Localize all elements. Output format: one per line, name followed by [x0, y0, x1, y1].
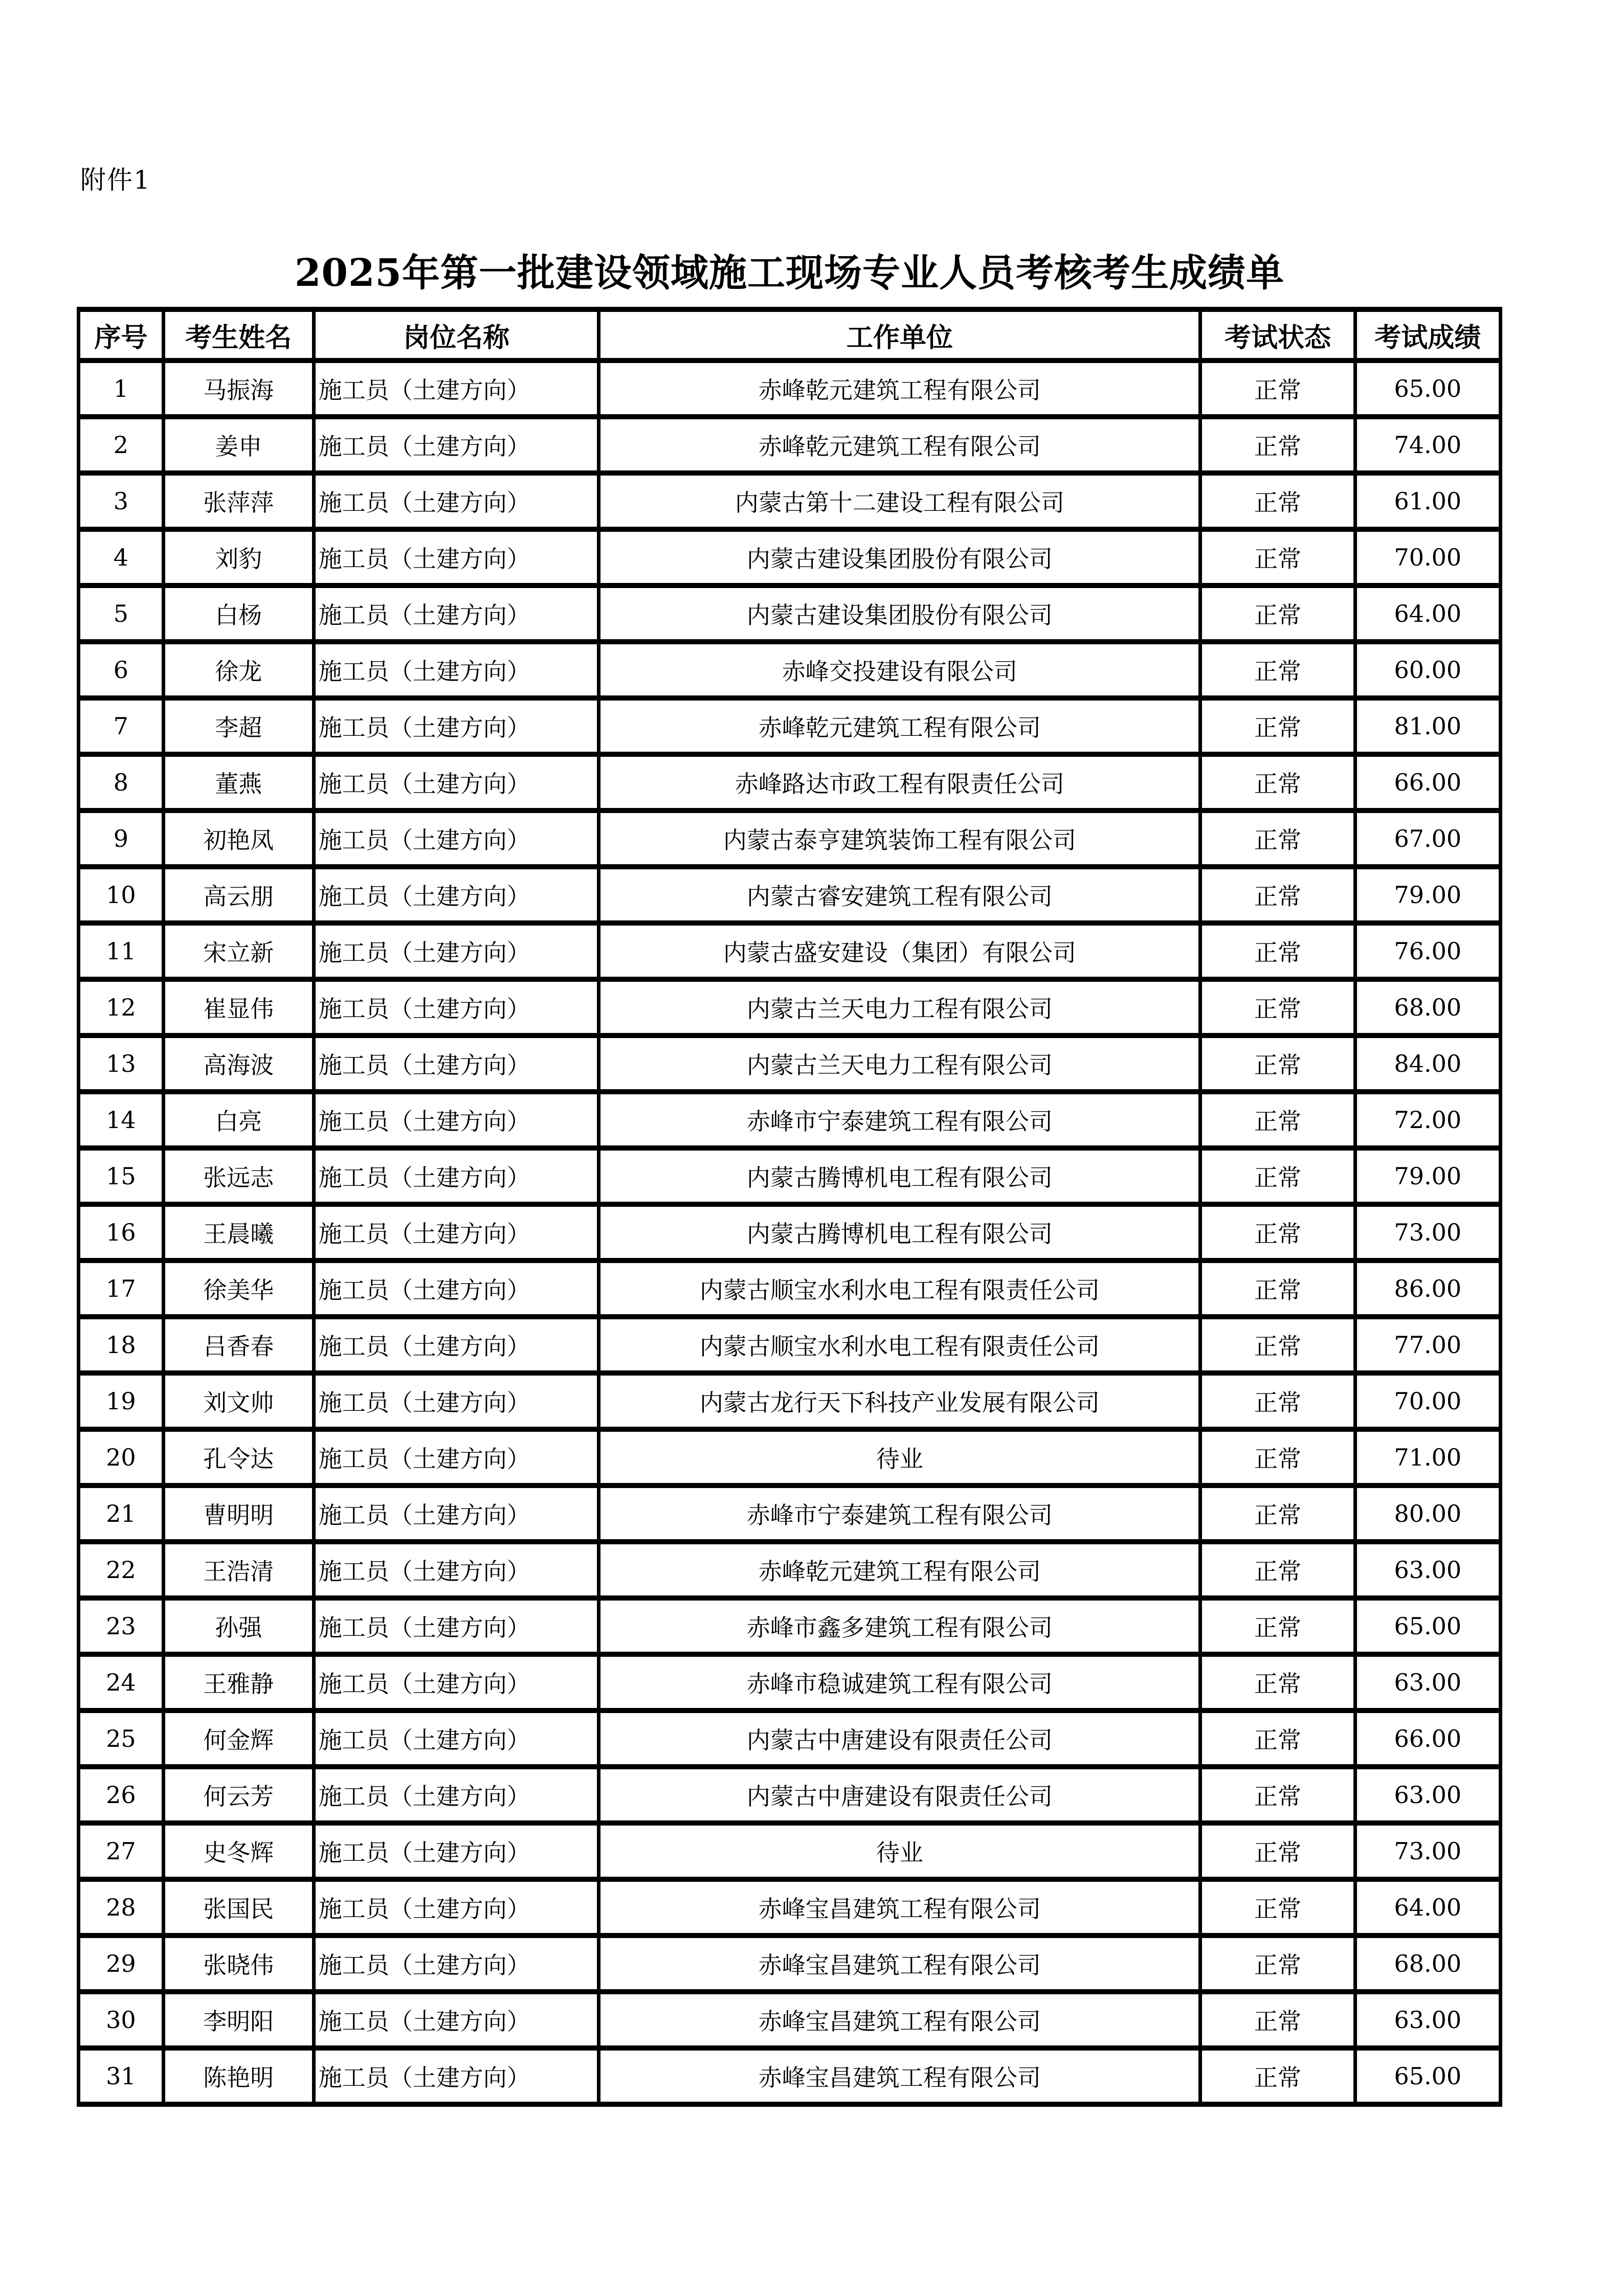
employer-cell: 内蒙古第十二建设工程有限公司: [599, 473, 1200, 529]
candidate-name-cell: 李超: [163, 698, 314, 754]
employer-cell: 赤峰乾元建筑工程有限公司: [599, 1542, 1200, 1598]
table-row: [79, 754, 1501, 811]
candidate-name-cell: 史冬辉: [163, 1823, 314, 1879]
table-row: [79, 361, 1501, 417]
score-cell: 73.00: [1355, 1823, 1500, 1879]
table-row: [79, 1992, 1501, 2048]
position-cell: 施工员（土建方向）: [314, 642, 599, 698]
status-cell: 正常: [1200, 1260, 1355, 1317]
status-cell: 正常: [1200, 1092, 1355, 1148]
score-cell: 66.00: [1355, 1710, 1500, 1767]
attachment-label: 附件1: [80, 165, 151, 195]
row-index-cell: 11: [79, 923, 164, 979]
status-cell: 正常: [1200, 417, 1355, 473]
position-cell: 施工员（土建方向）: [314, 1542, 599, 1598]
position-cell: 施工员（土建方向）: [314, 1485, 599, 1542]
candidate-name-cell: 马振海: [163, 361, 314, 417]
col-header-employer: 工作单位: [599, 309, 1200, 361]
table-row: [79, 1767, 1501, 1823]
status-cell: 正常: [1200, 754, 1355, 811]
score-cell: 64.00: [1355, 1879, 1500, 1935]
status-cell: 正常: [1200, 1542, 1355, 1598]
table-row: [79, 1204, 1501, 1260]
status-cell: 正常: [1200, 698, 1355, 754]
table-row: [79, 923, 1501, 979]
status-cell: 正常: [1200, 1992, 1355, 2048]
position-cell: 施工员（土建方向）: [314, 1654, 599, 1710]
table-row: [79, 811, 1501, 867]
table-row: [79, 979, 1501, 1036]
status-cell: 正常: [1200, 811, 1355, 867]
status-cell: 正常: [1200, 1036, 1355, 1092]
position-cell: 施工员（土建方向）: [314, 1036, 599, 1092]
row-index-cell: 16: [79, 1204, 164, 1260]
position-cell: 施工员（土建方向）: [314, 1598, 599, 1654]
table-row: [79, 867, 1501, 923]
score-cell: 63.00: [1355, 1992, 1500, 2048]
employer-cell: 赤峰宝昌建筑工程有限公司: [599, 2048, 1200, 2104]
employer-cell: 内蒙古腾博机电工程有限公司: [599, 1204, 1200, 1260]
candidate-name-cell: 李明阳: [163, 1992, 314, 2048]
score-cell: 73.00: [1355, 1204, 1500, 1260]
status-cell: 正常: [1200, 1317, 1355, 1373]
col-header-status: 考试状态: [1200, 309, 1355, 361]
row-index-cell: 27: [79, 1823, 164, 1879]
table-row: [79, 1429, 1501, 1485]
candidate-name-cell: 崔显伟: [163, 979, 314, 1036]
status-cell: 正常: [1200, 1485, 1355, 1542]
score-cell: 67.00: [1355, 811, 1500, 867]
row-index-cell: 17: [79, 1260, 164, 1317]
score-cell: 64.00: [1355, 586, 1500, 642]
score-cell: 86.00: [1355, 1260, 1500, 1317]
status-cell: 正常: [1200, 1148, 1355, 1204]
score-cell: 81.00: [1355, 698, 1500, 754]
candidate-name-cell: 刘文帅: [163, 1373, 314, 1429]
row-index-cell: 14: [79, 1092, 164, 1148]
table-row: [79, 1260, 1501, 1317]
table-row: [79, 2048, 1501, 2104]
status-cell: 正常: [1200, 1710, 1355, 1767]
score-cell: 76.00: [1355, 923, 1500, 979]
row-index-cell: 8: [79, 754, 164, 811]
employer-cell: 待业: [599, 1823, 1200, 1879]
employer-cell: 赤峰市鑫多建筑工程有限公司: [599, 1598, 1200, 1654]
table-row: [79, 1373, 1501, 1429]
table-row: [79, 1879, 1501, 1935]
table-row: [79, 1542, 1501, 1598]
row-index-cell: 6: [79, 642, 164, 698]
row-index-cell: 5: [79, 586, 164, 642]
results-table: [77, 307, 1502, 2107]
row-index-cell: 18: [79, 1317, 164, 1373]
candidate-name-cell: 孙强: [163, 1598, 314, 1654]
employer-cell: 内蒙古睿安建筑工程有限公司: [599, 867, 1200, 923]
candidate-name-cell: 陈艳明: [163, 2048, 314, 2104]
position-cell: 施工员（土建方向）: [314, 417, 599, 473]
candidate-name-cell: 何云芳: [163, 1767, 314, 1823]
table-row: [79, 1710, 1501, 1767]
score-cell: 68.00: [1355, 979, 1500, 1036]
row-index-cell: 20: [79, 1429, 164, 1485]
status-cell: 正常: [1200, 2048, 1355, 2104]
status-cell: 正常: [1200, 586, 1355, 642]
score-cell: 84.00: [1355, 1036, 1500, 1092]
status-cell: 正常: [1200, 1429, 1355, 1485]
position-cell: 施工员（土建方向）: [314, 1092, 599, 1148]
row-index-cell: 19: [79, 1373, 164, 1429]
score-cell: 65.00: [1355, 1598, 1500, 1654]
position-cell: 施工员（土建方向）: [314, 754, 599, 811]
row-index-cell: 2: [79, 417, 164, 473]
row-index-cell: 13: [79, 1036, 164, 1092]
row-index-cell: 1: [79, 361, 164, 417]
position-cell: 施工员（土建方向）: [314, 1260, 599, 1317]
employer-cell: 内蒙古盛安建设（集团）有限公司: [599, 923, 1200, 979]
employer-cell: 赤峰宝昌建筑工程有限公司: [599, 1879, 1200, 1935]
status-cell: 正常: [1200, 1879, 1355, 1935]
col-header-position: 岗位名称: [314, 309, 599, 361]
row-index-cell: 23: [79, 1598, 164, 1654]
employer-cell: 赤峰宝昌建筑工程有限公司: [599, 1992, 1200, 2048]
candidate-name-cell: 宋立新: [163, 923, 314, 979]
score-cell: 60.00: [1355, 642, 1500, 698]
candidate-name-cell: 初艳凤: [163, 811, 314, 867]
candidate-name-cell: 王晨曦: [163, 1204, 314, 1260]
status-cell: 正常: [1200, 1373, 1355, 1429]
score-cell: 70.00: [1355, 529, 1500, 586]
score-cell: 79.00: [1355, 1148, 1500, 1204]
employer-cell: 内蒙古顺宝水利水电工程有限责任公司: [599, 1260, 1200, 1317]
employer-cell: 待业: [599, 1429, 1200, 1485]
table-row: [79, 529, 1501, 586]
score-cell: 79.00: [1355, 867, 1500, 923]
page-title: 2025年第一批建设领域施工现场专业人员考核考生成绩单: [295, 251, 1284, 295]
col-header-name: 考生姓名: [163, 309, 314, 361]
candidate-name-cell: 王雅静: [163, 1654, 314, 1710]
position-cell: 施工员（土建方向）: [314, 1823, 599, 1879]
employer-cell: 内蒙古兰天电力工程有限公司: [599, 979, 1200, 1036]
position-cell: 施工员（土建方向）: [314, 2048, 599, 2104]
score-cell: 70.00: [1355, 1373, 1500, 1429]
score-cell: 71.00: [1355, 1429, 1500, 1485]
score-cell: 72.00: [1355, 1092, 1500, 1148]
candidate-name-cell: 白杨: [163, 586, 314, 642]
row-index-cell: 25: [79, 1710, 164, 1767]
position-cell: 施工员（土建方向）: [314, 811, 599, 867]
status-cell: 正常: [1200, 1823, 1355, 1879]
status-cell: 正常: [1200, 1654, 1355, 1710]
score-cell: 65.00: [1355, 361, 1500, 417]
employer-cell: 内蒙古建设集团股份有限公司: [599, 529, 1200, 586]
employer-cell: 内蒙古泰亨建筑装饰工程有限公司: [599, 811, 1200, 867]
table-row: [79, 473, 1501, 529]
table-row: [79, 1148, 1501, 1204]
candidate-name-cell: 白亮: [163, 1092, 314, 1148]
score-cell: 65.00: [1355, 2048, 1500, 2104]
score-cell: 63.00: [1355, 1654, 1500, 1710]
row-index-cell: 10: [79, 867, 164, 923]
row-index-cell: 21: [79, 1485, 164, 1542]
employer-cell: 内蒙古中唐建设有限责任公司: [599, 1767, 1200, 1823]
row-index-cell: 31: [79, 2048, 164, 2104]
col-header-index: 序号: [79, 309, 164, 361]
table-row: [79, 1036, 1501, 1092]
employer-cell: 赤峰市宁泰建筑工程有限公司: [599, 1092, 1200, 1148]
position-cell: 施工员（土建方向）: [314, 586, 599, 642]
position-cell: 施工员（土建方向）: [314, 979, 599, 1036]
row-index-cell: 15: [79, 1148, 164, 1204]
employer-cell: 内蒙古兰天电力工程有限公司: [599, 1036, 1200, 1092]
table-row: [79, 1485, 1501, 1542]
row-index-cell: 29: [79, 1935, 164, 1992]
candidate-name-cell: 吕香春: [163, 1317, 314, 1373]
employer-cell: 赤峰市稳诚建筑工程有限公司: [599, 1654, 1200, 1710]
employer-cell: 内蒙古龙行天下科技产业发展有限公司: [599, 1373, 1200, 1429]
position-cell: 施工员（土建方向）: [314, 1148, 599, 1204]
position-cell: 施工员（土建方向）: [314, 923, 599, 979]
employer-cell: 赤峰路达市政工程有限责任公司: [599, 754, 1200, 811]
position-cell: 施工员（土建方向）: [314, 1204, 599, 1260]
status-cell: 正常: [1200, 529, 1355, 586]
position-cell: 施工员（土建方向）: [314, 361, 599, 417]
position-cell: 施工员（土建方向）: [314, 1317, 599, 1373]
score-cell: 77.00: [1355, 1317, 1500, 1373]
row-index-cell: 22: [79, 1542, 164, 1598]
employer-cell: 内蒙古建设集团股份有限公司: [599, 586, 1200, 642]
candidate-name-cell: 高海波: [163, 1036, 314, 1092]
table-row: [79, 1823, 1501, 1879]
position-cell: 施工员（土建方向）: [314, 1879, 599, 1935]
row-index-cell: 24: [79, 1654, 164, 1710]
score-cell: 74.00: [1355, 417, 1500, 473]
employer-cell: 赤峰乾元建筑工程有限公司: [599, 698, 1200, 754]
header-row: [79, 309, 1501, 361]
status-cell: 正常: [1200, 923, 1355, 979]
status-cell: 正常: [1200, 1204, 1355, 1260]
employer-cell: 内蒙古顺宝水利水电工程有限责任公司: [599, 1317, 1200, 1373]
candidate-name-cell: 姜申: [163, 417, 314, 473]
table-row: [79, 417, 1501, 473]
candidate-name-cell: 徐美华: [163, 1260, 314, 1317]
score-cell: 63.00: [1355, 1542, 1500, 1598]
row-index-cell: 26: [79, 1767, 164, 1823]
candidate-name-cell: 董燕: [163, 754, 314, 811]
col-header-score: 考试成绩: [1355, 309, 1500, 361]
candidate-name-cell: 孔令达: [163, 1429, 314, 1485]
candidate-name-cell: 王浩清: [163, 1542, 314, 1598]
position-cell: 施工员（土建方向）: [314, 1373, 599, 1429]
candidate-name-cell: 何金辉: [163, 1710, 314, 1767]
employer-cell: 内蒙古腾博机电工程有限公司: [599, 1148, 1200, 1204]
row-index-cell: 7: [79, 698, 164, 754]
row-index-cell: 9: [79, 811, 164, 867]
status-cell: 正常: [1200, 473, 1355, 529]
employer-cell: 赤峰乾元建筑工程有限公司: [599, 361, 1200, 417]
score-cell: 61.00: [1355, 473, 1500, 529]
position-cell: 施工员（土建方向）: [314, 1710, 599, 1767]
table-row: [79, 698, 1501, 754]
status-cell: 正常: [1200, 1767, 1355, 1823]
candidate-name-cell: 高云朋: [163, 867, 314, 923]
table-row: [79, 642, 1501, 698]
score-cell: 80.00: [1355, 1485, 1500, 1542]
status-cell: 正常: [1200, 1935, 1355, 1992]
row-index-cell: 12: [79, 979, 164, 1036]
row-index-cell: 30: [79, 1992, 164, 2048]
position-cell: 施工员（土建方向）: [314, 1992, 599, 2048]
status-cell: 正常: [1200, 361, 1355, 417]
row-index-cell: 28: [79, 1879, 164, 1935]
row-index-cell: 4: [79, 529, 164, 586]
employer-cell: 赤峰交投建设有限公司: [599, 642, 1200, 698]
candidate-name-cell: 张萍萍: [163, 473, 314, 529]
table-row: [79, 586, 1501, 642]
position-cell: 施工员（土建方向）: [314, 1935, 599, 1992]
status-cell: 正常: [1200, 867, 1355, 923]
candidate-name-cell: 曹明明: [163, 1485, 314, 1542]
table-header: [79, 309, 1501, 361]
results-table-body: [79, 361, 1501, 2104]
candidate-name-cell: 张晓伟: [163, 1935, 314, 1992]
status-cell: 正常: [1200, 642, 1355, 698]
score-cell: 66.00: [1355, 754, 1500, 811]
table-row: [79, 1317, 1501, 1373]
table-row: [79, 1654, 1501, 1710]
status-cell: 正常: [1200, 1598, 1355, 1654]
position-cell: 施工员（土建方向）: [314, 867, 599, 923]
employer-cell: 赤峰乾元建筑工程有限公司: [599, 417, 1200, 473]
candidate-name-cell: 张远志: [163, 1148, 314, 1204]
candidate-name-cell: 刘豹: [163, 529, 314, 586]
score-cell: 68.00: [1355, 1935, 1500, 1992]
position-cell: 施工员（土建方向）: [314, 473, 599, 529]
employer-cell: 赤峰宝昌建筑工程有限公司: [599, 1935, 1200, 1992]
position-cell: 施工员（土建方向）: [314, 529, 599, 586]
candidate-name-cell: 张国民: [163, 1879, 314, 1935]
row-index-cell: 3: [79, 473, 164, 529]
candidate-name-cell: 徐龙: [163, 642, 314, 698]
position-cell: 施工员（土建方向）: [314, 1767, 599, 1823]
employer-cell: 赤峰市宁泰建筑工程有限公司: [599, 1485, 1200, 1542]
status-cell: 正常: [1200, 979, 1355, 1036]
position-cell: 施工员（土建方向）: [314, 698, 599, 754]
employer-cell: 内蒙古中唐建设有限责任公司: [599, 1710, 1200, 1767]
table-row: [79, 1092, 1501, 1148]
table-row: [79, 1598, 1501, 1654]
position-cell: 施工员（土建方向）: [314, 1429, 599, 1485]
score-cell: 63.00: [1355, 1767, 1500, 1823]
table-row: [79, 1935, 1501, 1992]
